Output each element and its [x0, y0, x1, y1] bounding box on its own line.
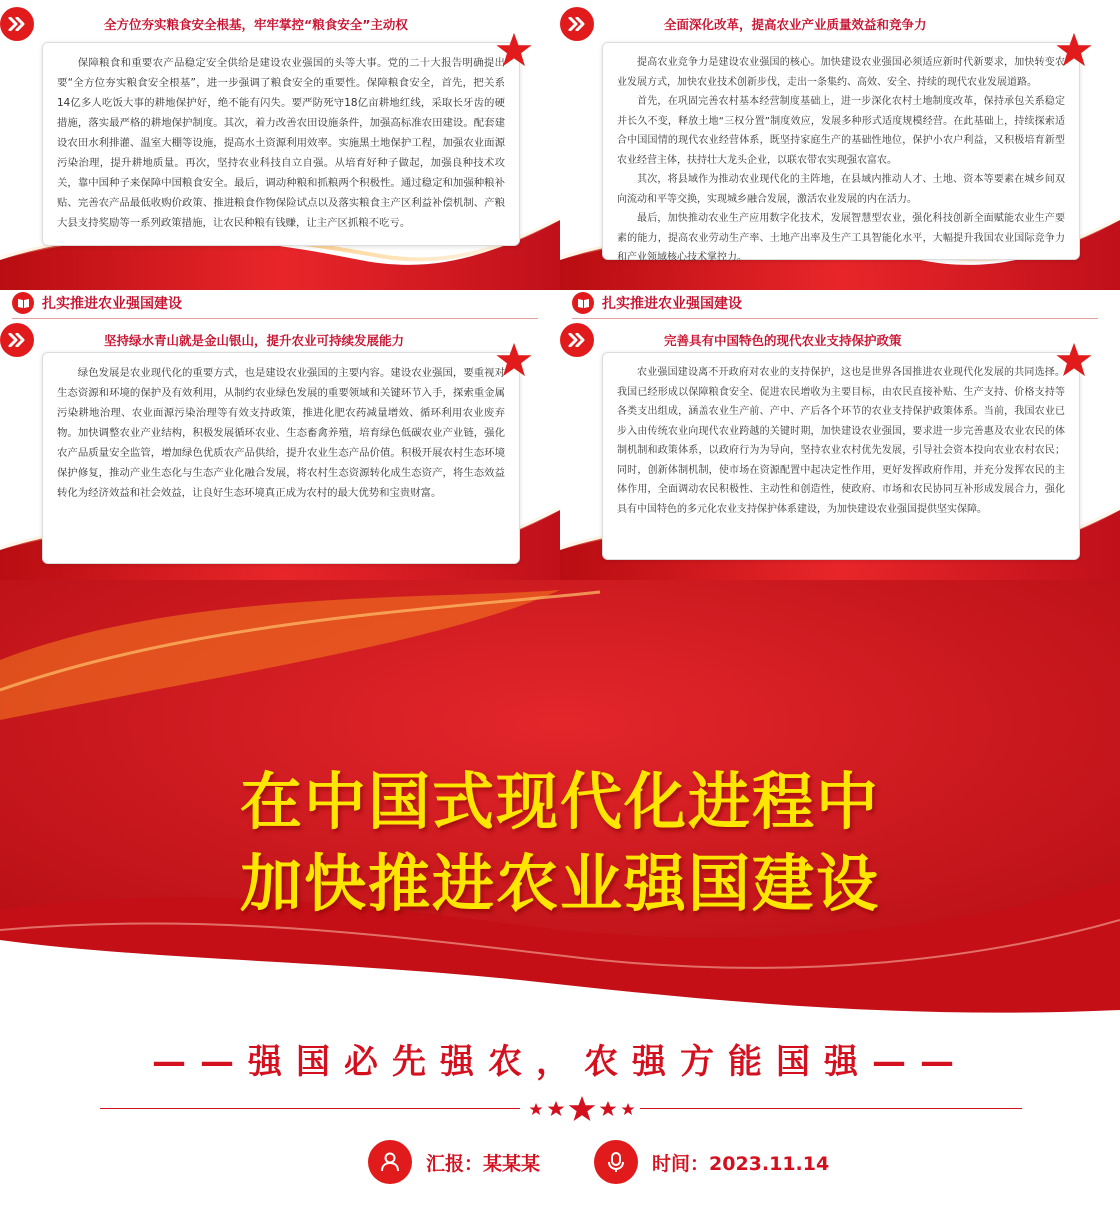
slide-panel-grain-security: [0, 0, 560, 290]
star-icon: [526, 1095, 638, 1123]
section-divider: [572, 318, 1098, 319]
subheading: [44, 326, 404, 354]
book-icon: [572, 292, 594, 314]
subheading: [44, 10, 408, 38]
cover-slide: [0, 580, 1120, 1215]
paragraph: 提高农业竞争力是建设农业强国的核心。加快建设农业强国必须适应新时代新要求，加快转变农业发展方式，加快农业技术创新步伐，走出一条集约、高效、安全、持续的现代农业发展道路。: [617, 57, 1065, 88]
reporter-info: [368, 1140, 540, 1184]
section-title: 扎实推进农业强国建设: [42, 296, 182, 312]
content-card: [602, 352, 1080, 560]
paragraph: 保障粮食和重要农产品稳定安全供给是建设农业强国的头等大事。党的二十大报告明确提出要“全方位夯实粮食安全根基”，进一步强调了粮食安全的重要性。保障粮食安全，首先，把关系14亿多人吃饭大事的耕地保护好，绝不能有闪失。要严防死守18亿亩耕地红线，采取长牙齿的硬措施，落实最严格的耕地保护制度。其次，着力改善农田设施条件，加强高标准农田建设。配套建设农田水利排灌、温室大棚等设施，提高水土资源利用效率。实施黑土地保护工程，加强农业面源污染治理，提升耕地质量。再次，坚持农业科技自立自强。从培育好种子做起，加强良种技术攻关，靠中国种子来保障中国粮食安全。最后，调动种粮和抓粮两个积极性。通过稳定和加强种粮补贴、完善农产品最低收购价政策、推进粮食作物保险试点以及落实粮食主产区利益补偿机制、产粮大县支持奖励等一系列政策措施，让农民种粮有钱赚，让主产区抓粮不吃亏。: [57, 57, 505, 229]
paragraph: 最后，加快推动农业生产应用数字化技术，发展智慧型农业，强化科技创新全面赋能农业生产要素的能力，提高农业劳动生产率、土地产出率及生产工具智能化水平，大幅提升我国农业国际竞争力和产业领域核心技术掌控力。: [617, 213, 1065, 263]
book-icon: [12, 292, 34, 314]
slogan: ——强国必先强农，农强方能国强——: [152, 1042, 968, 1082]
main-title-line2: 加快推进农业强国建设: [239, 847, 880, 920]
paragraph: 其次，将县域作为推动农业现代化的主阵地，在县域内推动人才、土地、资本等要素在城乡间双向流动和平等交换，实现城乡融合发展，激活农业发展的内在活力。: [617, 174, 1065, 205]
divider-line: [640, 1108, 1022, 1109]
subheading-text: 完善具有中国特色的现代农业支持保护政策: [664, 333, 902, 348]
chevron-double-right-icon: [0, 7, 34, 41]
reporter-text: 汇报：某某某: [426, 1152, 541, 1175]
microphone-icon: [594, 1140, 638, 1184]
star-icon: [495, 31, 533, 69]
star-icon: [495, 341, 533, 379]
chevron-double-right-icon: [560, 323, 594, 357]
content-card: [42, 42, 520, 246]
star-icon: [1055, 341, 1093, 379]
section-header: [572, 290, 742, 316]
paragraph: 绿色发展是农业现代化的重要方式，也是建设农业强国的主要内容。建设农业强国，要重视对生态资源和环境的保护及有效利用，从制约农业绿色发展的重要领域和关键环节入手，探索重金属污染耕地治理、农业面源污染治理等有效支持政策，推进化肥农药减量增效、循环利用农业废弃物。加快调整农业产业结构，积极发展循环农业、生态畜禽养殖，培育绿色低碳农业产业链，强化农产品质量安全监管，增加绿色优质农产品供给，提升农业生态产品价值。积极开展农村生态环境保护修复，推动产业生态化与生态产业化融合发展，将农村生态资源转化成生态资产，将生态效益转化为经济效益和社会效益，让良好生态环境真正成为农村的最大优势和宝贵财富。: [57, 367, 505, 499]
date-text: 时间：2023.11.14: [652, 1152, 830, 1175]
date-info: [594, 1140, 829, 1184]
slide-panel-support-policy: [560, 290, 1120, 580]
section-header: [12, 290, 182, 316]
paragraph: 首先，在巩固完善农村基本经营制度基础上，进一步深化农村土地制度改革，保持承包关系稳定并长久不变，释放土地“三权分置”制度效应，发展多种形式适度规模经营。在此基础上，持续探索适合中国国情的现代农业经营体系，既坚持家庭生产的基础性地位，保护小农户利益，又积极培育新型农业经营主体，扶持壮大龙头企业，以联农带农实现强农富农。: [617, 96, 1065, 166]
section-title: 扎实推进农业强国建设: [602, 296, 742, 312]
content-card: [602, 42, 1080, 263]
section-divider: [12, 318, 538, 319]
divider-line: [100, 1108, 520, 1109]
content-card: [42, 352, 520, 564]
main-title-line1: 在中国式现代化进程中: [239, 765, 880, 838]
chevron-double-right-icon: [0, 323, 34, 357]
paragraph: 农业强国建设离不开政府对农业的支持保护，这也是世界各国推进农业现代化发展的共同选择。我国已经形成以保障粮食安全、促进农民增收为主要目标，由农民直接补贴、生产支持、价格支持等各类支出组成，涵盖农业生产前、产中、产后各个环节的农业支持保护政策体系。当前，我国农业已步入由传统农业向现代农业跨越的关键时期，加快建设农业强国，要求进一步完善惠及农业农民的体制机制和政策体系，以政府行为为导向，坚持农业农村优先发展，引导社会资本投向农业农村农民；同时，创新体制机制，使市场在资源配置中起决定性作用，更好发挥政府作用，并充分发挥农民的主体作用，全面调动农民积极性、主动性和创造性，使政府、市场和农民协同互补形成发展合力，强化具有中国特色的多元化农业支持保护体系建设，为加快建设农业强国提供坚实保障。: [617, 367, 1065, 515]
slide-panel-green-development: [0, 290, 560, 580]
chevron-double-right-icon: [560, 7, 594, 41]
subheading-text: 全面深化改革，提高农业产业质量效益和竞争力: [664, 17, 927, 32]
subheading: [604, 326, 902, 354]
slide-panel-deepen-reform: [560, 0, 1120, 290]
person-icon: [368, 1140, 412, 1184]
subheading-text: 坚持绿水青山就是金山银山，提升农业可持续发展能力: [104, 333, 405, 348]
star-icon: [1055, 31, 1093, 69]
subheading: [604, 10, 927, 38]
subheading-text: 全方位夯实粮食安全根基，牢牢掌控“粮食安全”主动权: [104, 17, 408, 32]
